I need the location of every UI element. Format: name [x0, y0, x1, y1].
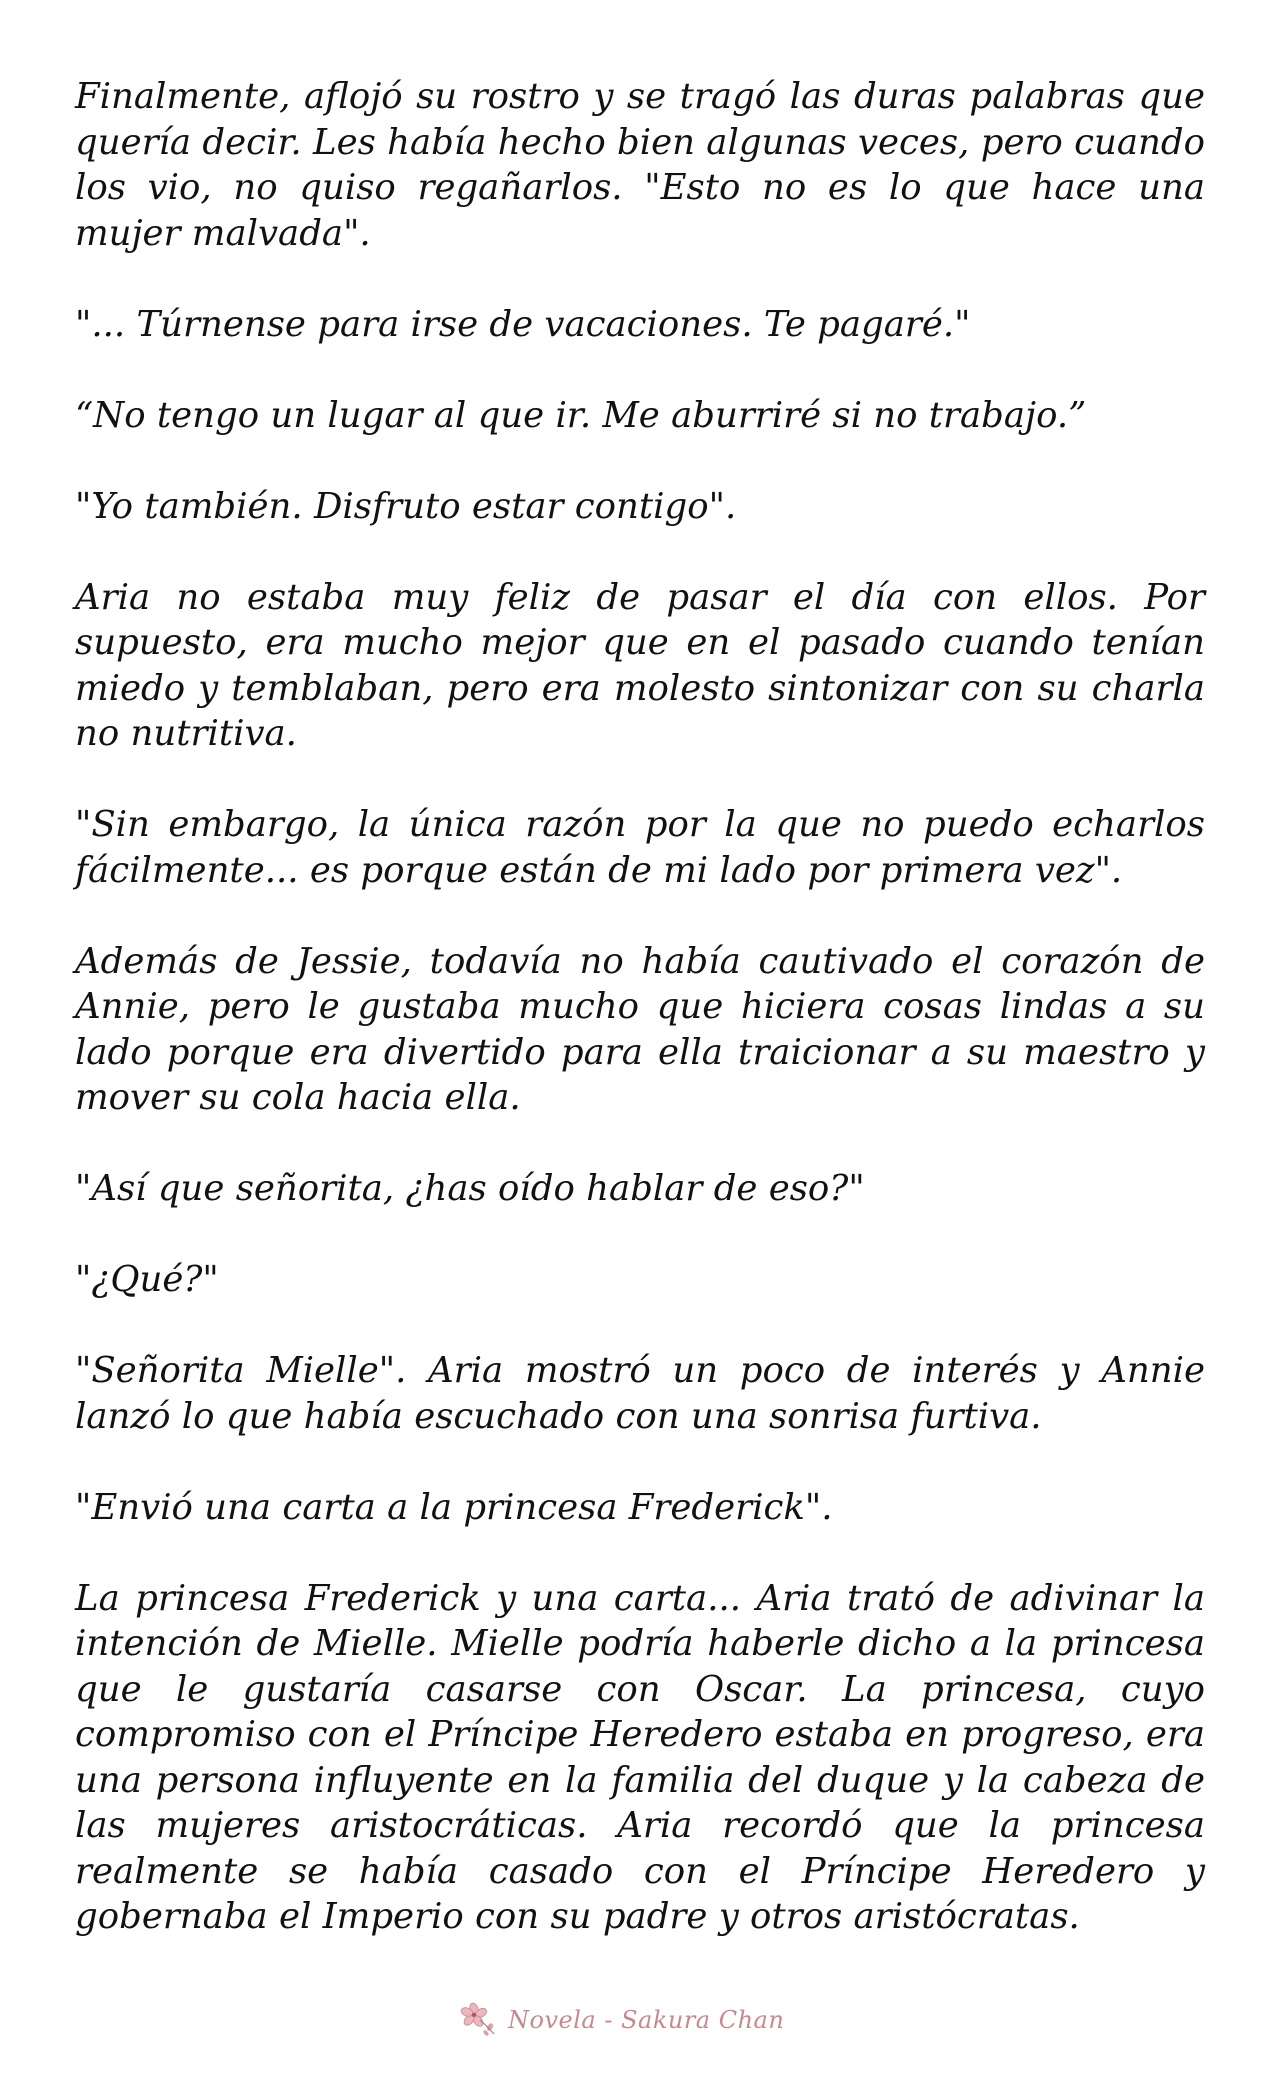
sakura-flower-icon	[460, 2000, 500, 2040]
paragraph-12: La princesa Frederick y una carta... Aria trató de adivinar la intención de Mielle. Mielle podría haberle dicho a la princesa que le gustaría casarse con Oscar. La princesa, cuyo compromiso con el Príncipe Heredero estaba en progreso, era una persona influyente en la familia del duque y la cabeza de las mujeres aristocráticas. Aria recordó que la princesa realmente se había casado con el Príncipe Heredero y gobernaba el Imperio con su padre y otros aristócratas.	[75, 1577, 1205, 1937]
paragraph-5: Aria no estaba muy feliz de pasar el día con ellos. Por supuesto, era mucho mejor que en el pasado cuando tenían miedo y temblaban, pero era molesto sintonizar con su charla no nutritiva.	[75, 576, 1205, 754]
paragraph-3: “No tengo un lugar al que ir. Me aburriré si no trabajo.”	[75, 394, 1087, 436]
watermark-text: Novela - Sakura Chan	[508, 2006, 785, 2034]
paragraph-8: "Así que señorita, ¿has oído hablar de eso?"	[75, 1168, 865, 1209]
paragraph-2: "... Túrnense para irse de vacaciones. Te pagaré."	[75, 303, 971, 345]
paragraph-10: "Señorita Mielle". Aria mostró un poco de interés y Annie lanzó lo que había escuchado con una sonrisa furtiva.	[75, 1350, 1205, 1437]
paragraph-7: Además de Jessie, todavía no había cautivado el corazón de Annie, pero le gustaba mucho que hiciera cosas lindas a su lado porque era divertido para ella traicionar a su maestro y mover su cola hacia ella.	[75, 940, 1205, 1118]
story-text	[75, 74, 1205, 1985]
paragraph-6: "Sin embargo, la única razón por la que no puedo echarlos fácilmente... es porque están de mi lado por primera vez".	[75, 804, 1205, 891]
paragraph-4: "Yo también. Disfruto estar contigo".	[75, 485, 737, 527]
paragraph-11: "Envió una carta a la princesa Frederick".	[75, 1486, 833, 1528]
paragraph-1: Finalmente, aflojó su rostro y se tragó las duras palabras que quería decir. Les había hecho bien algunas veces, pero cuando los vio, no quiso regañarlos. "Esto no es lo que hace una mujer malvada".	[75, 76, 1205, 254]
watermark	[460, 1998, 840, 2042]
paragraph-9: "¿Qué?"	[75, 1259, 219, 1300]
